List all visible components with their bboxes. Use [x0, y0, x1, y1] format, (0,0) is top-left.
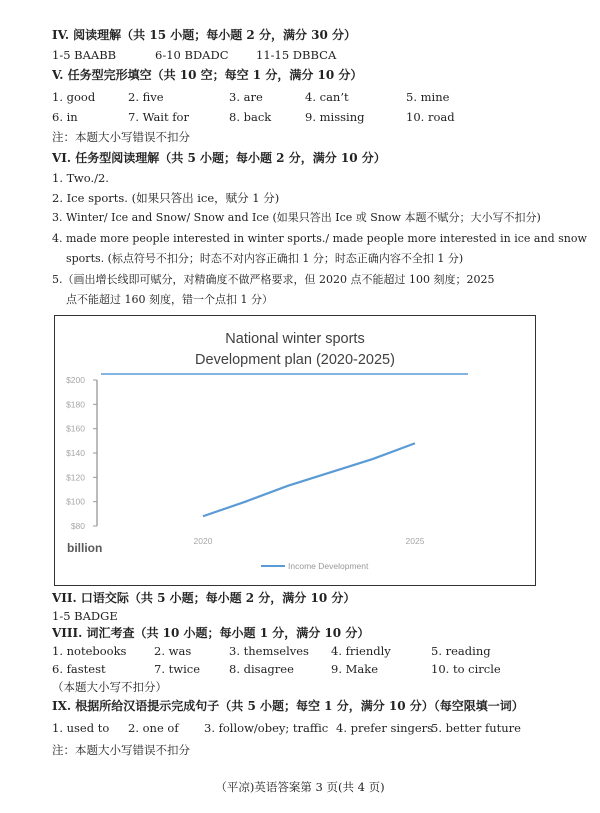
y-tick-label: $160: [66, 423, 85, 434]
section-8-answer: 4. friendly: [331, 644, 391, 658]
section-5-answer: 8. back: [229, 110, 272, 124]
section-5-title: V. 任务型完形填空（共 10 空；每空 1 分，满分 10 分）: [52, 68, 363, 82]
section-8-note: （本题大小写不扣分）: [52, 680, 167, 694]
section-9-answer: 5. better future: [431, 721, 521, 735]
section-6-q5-line2: 点不能超过 160 刻度，错一个点扣 1 分）: [66, 293, 273, 306]
section-9-answer: 1. used to: [52, 721, 110, 735]
section-8-answer: 7. twice: [154, 662, 201, 676]
section-4-answer: 11-15 DBBCA: [256, 48, 337, 62]
x-tick-label: 2020: [193, 536, 213, 546]
section-5-answer: 2. five: [128, 90, 164, 104]
y-tick-label: $100: [66, 496, 85, 507]
page-footer: （平凉)英语答案第 3 页(共 4 页): [215, 780, 385, 794]
section-8-title: VIII. 词汇考查（共 10 小题；每小题 1 分，满分 10 分）: [52, 626, 370, 640]
chart-title-line2: Development plan (2020-2025): [195, 352, 395, 368]
section-8-answer: 8. disagree: [229, 662, 294, 676]
section-6-q3: 3. Winter/ Ice and Snow/ Snow and Ice (如果只答出 Ice 或 Snow 本题不赋分；大小写不扣分): [52, 211, 541, 224]
section-7-answer: 1-5 BADGE: [52, 609, 118, 623]
section-6-q2: 2. Ice sports. (如果只答出 ice，赋分 1 分): [52, 191, 280, 205]
section-8-answer: 9. Make: [331, 662, 379, 676]
section-6-q1: 1. Two./2.: [52, 171, 109, 185]
y-tick-label: $80: [70, 521, 85, 531]
section-6-q4-line1: 4. made more people interested in winter sports./ made people more interested in ice and snow: [52, 232, 587, 245]
unit-label: billion: [67, 541, 103, 555]
section-7-title: VII. 口语交际（共 5 小题；每小题 2 分，满分 10 分）: [52, 591, 356, 605]
section-6-q5-line1: 5.（画出增长线即可赋分，对精确度不做严格要求，但 2020 点不能超过 100 刻度；2025: [52, 273, 495, 286]
x-tick-label: 2025: [405, 536, 425, 546]
section-9-note: 注：本题大小写错误不扣分: [52, 743, 190, 757]
section-8-answer: 3. themselves: [229, 644, 309, 658]
section-9-answer: 2. one of: [128, 721, 179, 735]
section-5-answer: 9. missing: [305, 110, 365, 124]
section-8-answer: 2. was: [154, 644, 192, 658]
section-5-answer: 10. road: [406, 110, 455, 124]
y-tick-label: $120: [66, 472, 85, 483]
section-8-answer: 1. notebooks: [52, 644, 127, 658]
section-4-answer: 6-10 BDADC: [155, 48, 229, 62]
income-line-chart: [54, 315, 536, 586]
section-5-answer: 1. good: [52, 90, 96, 104]
income-series-line: [203, 443, 415, 516]
section-9-answer: 3. follow/obey; traffic: [204, 721, 329, 735]
y-tick-label: $200: [66, 375, 85, 385]
y-tick-label: $140: [66, 448, 85, 458]
section-9-title: IX. 根据所给汉语提示完成句子（共 5 小题；每空 1 分，满分 10 分）（每空限填一词）: [52, 699, 524, 713]
section-4-answer: 1-5 BAABB: [52, 48, 117, 62]
section-6-q4-line2: sports. (标点符号不扣分；时态不对内容正确扣 1 分；时态正确内容不全扣 1 分): [66, 252, 464, 265]
chart-title-line1: National winter sports: [225, 331, 365, 347]
y-tick-label: $180: [66, 399, 85, 410]
section-4-title: IV. 阅读理解（共 15 小题；每小题 2 分，满分 30 分）: [52, 28, 356, 42]
section-8-answer: 5. reading: [431, 644, 491, 658]
section-9-answer: 4. prefer singers: [336, 721, 434, 735]
section-5-answer: 5. mine: [406, 90, 450, 104]
section-5-answer: 7. Wait for: [128, 110, 189, 124]
section-8-answer: 10. to circle: [431, 662, 501, 676]
section-5-note: 注：本题大小写错误不扣分: [52, 130, 190, 144]
section-6-title: VI. 任务型阅读理解（共 5 小题；每小题 2 分，满分 10 分）: [52, 151, 386, 165]
section-5-answer: 4. can’t: [305, 90, 349, 104]
section-5-answer: 3. are: [229, 90, 263, 104]
section-5-answer: 6. in: [52, 110, 78, 124]
section-8-answer: 6. fastest: [52, 662, 106, 676]
legend-label: Income Development: [288, 561, 369, 571]
